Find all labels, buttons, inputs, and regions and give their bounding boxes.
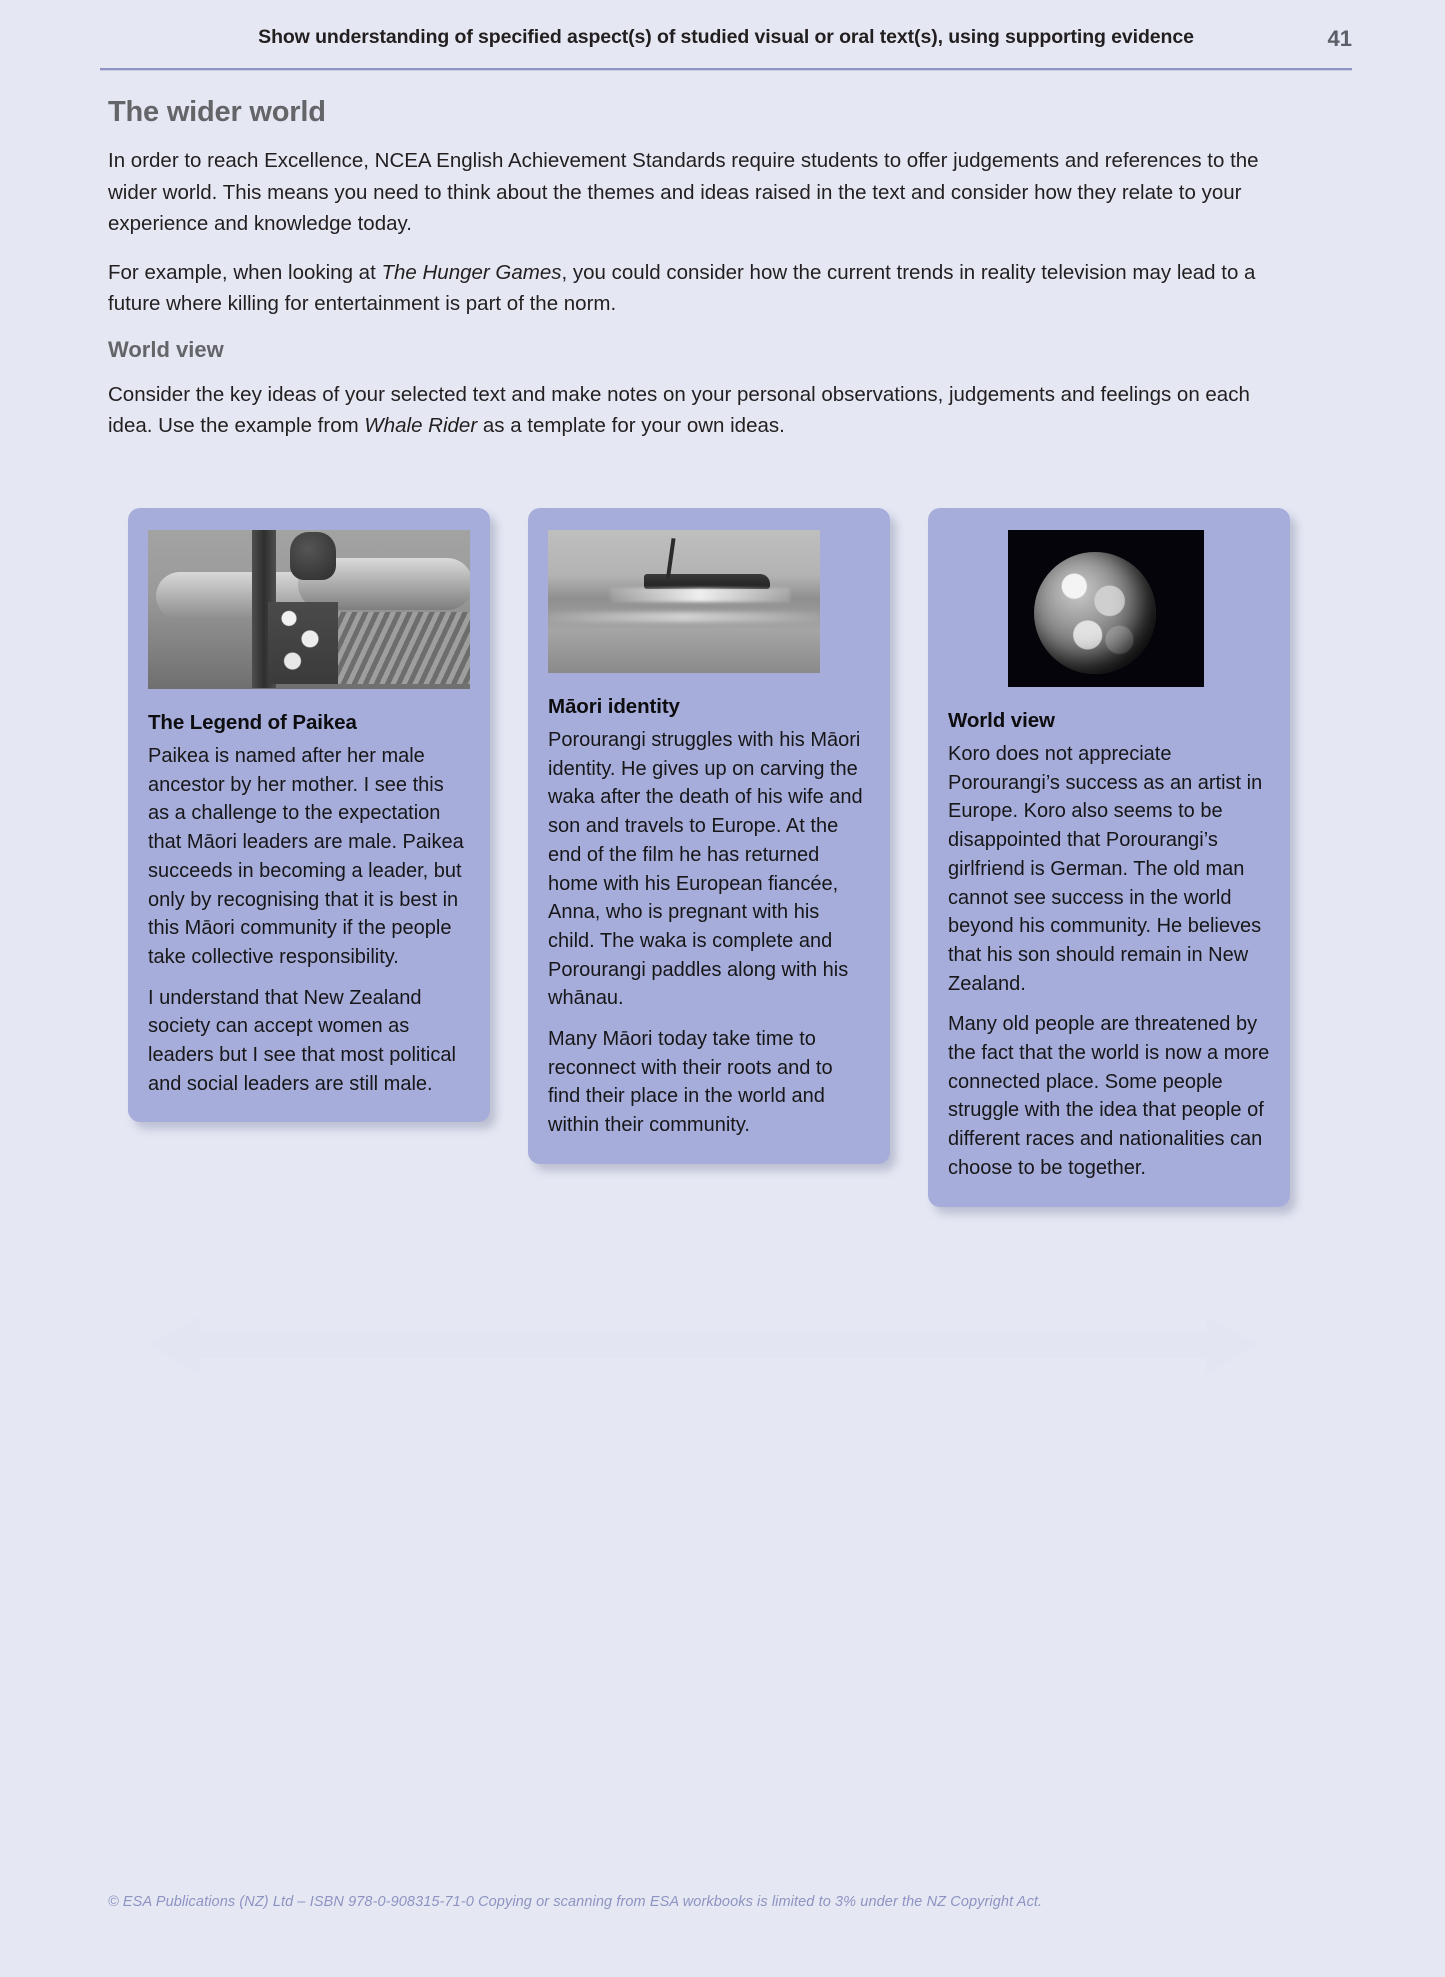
card-paragraph: Many Māori today take time to reconnect with their roots and to find their place in the world and within their community. [548, 1028, 833, 1137]
idea-cards-group [128, 508, 1308, 1179]
card-title: World view [948, 709, 1055, 732]
main-content [108, 96, 1298, 459]
card-title: Māori identity [548, 695, 680, 718]
whale-rider-title: Whale Rider [364, 414, 478, 437]
page-header [100, 26, 1352, 72]
card-paragraph: Koro does not appreciate Porourangi’s success as an artist in Europe. Koro also seems to be disappointed that Porourangi’s girlfriend is German. The old man cannot see success in the world beyond his community. He believes that his son should remain in New Zealand. [948, 743, 1263, 995]
double-headed-arrow [148, 1316, 1258, 1374]
globe-icon [1034, 552, 1156, 674]
card-paragraph: Paikea is named after her male ancestor by her mother. I see this as a challenge to the expectation that Māori leaders are male. Paikea succeeds in becoming a leader, but only by recognising that it is best in this Māori community if the people take collective responsibility. [148, 745, 464, 968]
photo-wave-shape [548, 612, 820, 622]
photo-spray-shape [610, 588, 790, 602]
example-paragraph-part-2: , you could consider how the current trends in reality television may lead to a future where killing for entertainment is part of the norm. [108, 260, 1256, 315]
intro-paragraph: In order to reach Excellence, NCEA English Achievement Standards require students to offer judgements and references to the wider world. This means you need to think about the themes and ideas raised in the text and consider how they relate to your experience and knowledge today. [108, 149, 1259, 235]
photo-figure-shape [290, 532, 336, 580]
instruction-paragraph [108, 379, 1288, 442]
footer-copyright: © ESA Publications (NZ) Ltd – ISBN 978-0-908315-71-0 Copying or scanning from ESA workbooks is limited to 3% under the NZ Copyright Act. [108, 1894, 1043, 1910]
idea-card-maori-identity [528, 508, 890, 1164]
page-title: The wider world [108, 96, 326, 128]
idea-card-legend-of-paikea [128, 508, 490, 1122]
card-paragraph: Porourangi struggles with his Māori identity. He gives up on carving the waka after the death of his wife and son and travels to Europe. At the end of the film he has returned home with his European fiancée, Anna, who is pregnant with his child. The waka is complete and Porourangi paddles along with his whānau. [548, 729, 863, 1010]
hunger-games-title: The Hunger Games [381, 260, 562, 284]
photo-waka-shape [644, 574, 770, 589]
idea-card-world-view [928, 508, 1290, 1207]
waka-at-sea-photo [548, 530, 820, 673]
earth-from-space-photo [1008, 530, 1204, 687]
card-paragraph: I understand that New Zealand society can accept women as leaders but I see that most political and social leaders are still male. [148, 986, 456, 1095]
header-divider-secondary [100, 70, 1352, 71]
subsection-title-world-view: World view [108, 336, 224, 362]
example-paragraph [108, 257, 1288, 320]
photo-carving-shape [268, 602, 338, 684]
page-number: 41 [1327, 26, 1352, 51]
carved-waka-prow-photo [148, 530, 470, 689]
card-title: The Legend of Paikea [148, 711, 357, 734]
card-paragraph: Many old people are threatened by the fact that the world is now a more connected place. Some people struggle with the idea that people of different races and nationalities can choose to be together. [948, 1013, 1270, 1179]
header-title: Show understanding of specified aspect(s) of studied visual or oral text(s), using supporting evidence [258, 26, 1194, 48]
double-headed-arrow-icon [148, 1316, 1258, 1374]
instruction-paragraph-part-2: as a template for your own ideas. [477, 414, 785, 437]
instruction-paragraph-part-1: Consider the key ideas of your selected text and make notes on your personal observations, judgements and feelings on each idea. Use the example from [108, 382, 1250, 437]
example-paragraph-part-1: For example, when looking at [108, 260, 382, 284]
